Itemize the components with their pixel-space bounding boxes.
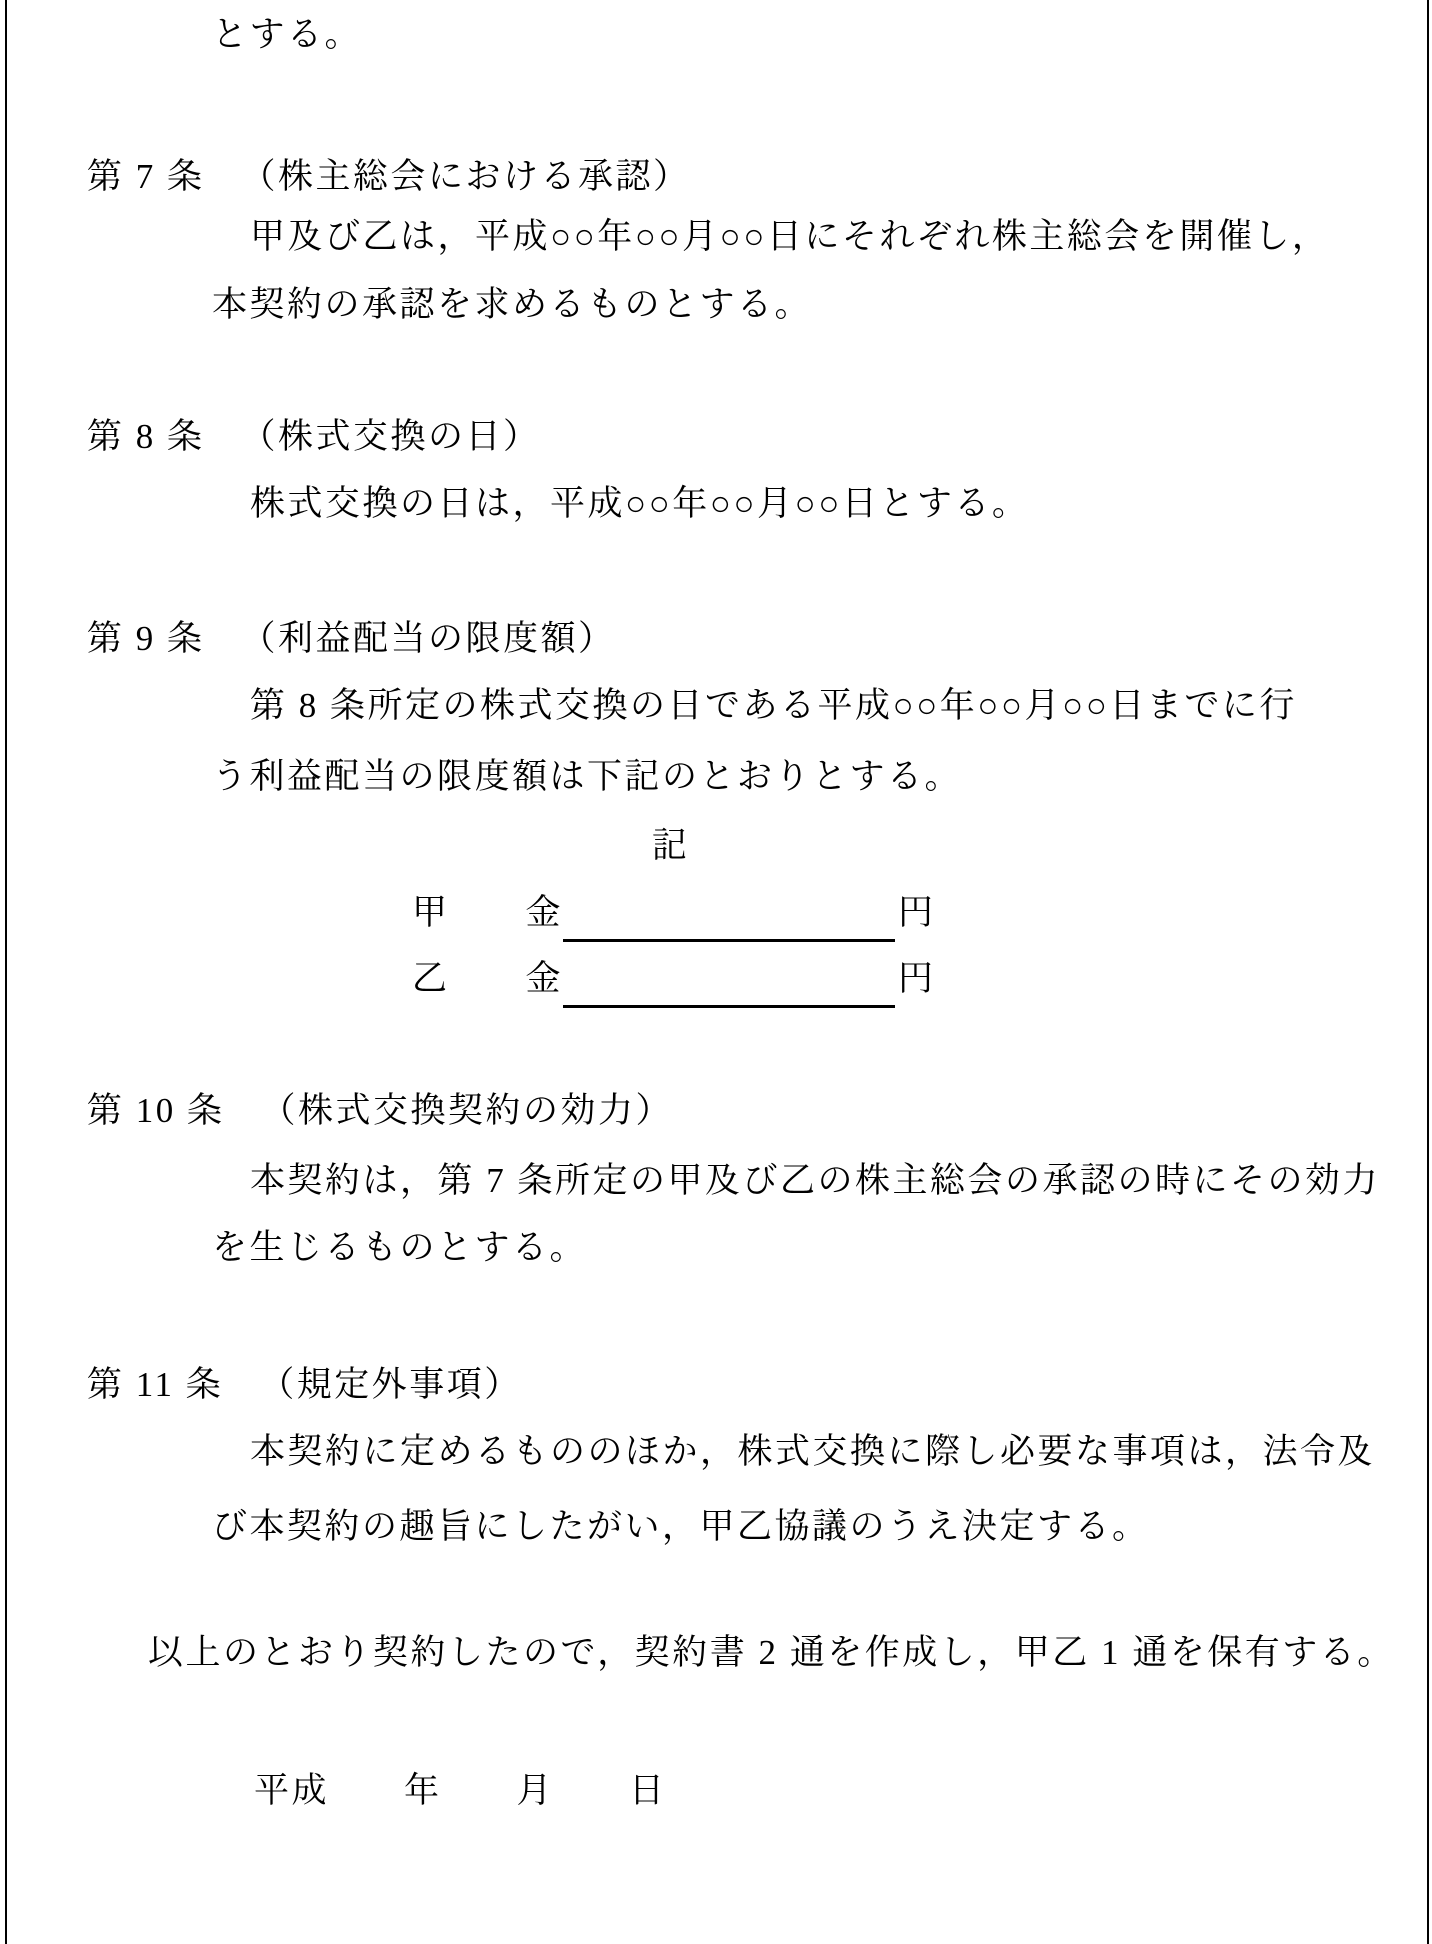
amount-blank-underline [563, 892, 895, 942]
amount-row-kou [412, 892, 936, 942]
article-9-number: 第 9 条 [87, 619, 205, 658]
article-7-body-line-2: 本契約の承認を求めるものとする。 [212, 285, 813, 324]
article-7-title: （株主総会における承認） [240, 157, 691, 196]
article-9-heading [87, 618, 616, 660]
amount-kin-label: 金 [525, 959, 564, 998]
article-7-body-line-1: 甲及び乙は，平成○○年○○月○○日にそれぞれ株主総会を開催し， [250, 217, 1330, 256]
article-10-body-line-1: 本契約は，第 7 条所定の甲及び乙の株主総会の承認の時にその効力 [250, 1161, 1381, 1200]
article-8-heading [87, 416, 541, 458]
amount-yen-label: 円 [898, 959, 936, 998]
amount-party-otsu: 乙 [412, 959, 450, 998]
article-9-title: （利益配当の限度額） [240, 619, 616, 658]
amount-yen-label: 円 [898, 893, 936, 932]
article-10-heading [87, 1090, 673, 1132]
amount-blank-underline [563, 958, 895, 1008]
closing-sentence: 以上のとおり契約したので，契約書 2 通を作成し，甲乙 1 通を保有する。 [148, 1633, 1395, 1672]
article-11-body-line-1: 本契約に定めるもののほか，株式交換に際し必要な事項は，法令及 [250, 1432, 1376, 1471]
amount-row-otsu [412, 958, 936, 1008]
article-11-number: 第 11 条 [87, 1365, 224, 1404]
amount-party-kou: 甲 [412, 893, 450, 932]
article-8-title: （株式交換の日） [240, 417, 541, 456]
carryover-line: とする。 [212, 15, 363, 54]
amount-kin-label: 金 [525, 893, 564, 932]
article-10-title: （株式交換契約の効力） [260, 1091, 674, 1130]
article-10-number: 第 10 条 [87, 1091, 225, 1130]
article-7-heading [87, 156, 691, 198]
article-9-body-line-2: う利益配当の限度額は下記のとおりとする。 [212, 757, 963, 796]
article-9-body-line-1: 第 8 条所定の株式交換の日である平成○○年○○月○○日までに行 [250, 686, 1297, 725]
article-8-body-line-1: 株式交換の日は，平成○○年○○月○○日とする。 [250, 484, 1030, 523]
article-11-heading [87, 1364, 522, 1406]
article-10-body-line-2: を生じるものとする。 [212, 1228, 588, 1267]
note-marker: 記 [652, 826, 690, 865]
article-11-body-line-2: び本契約の趣旨にしたがい，甲乙協議のうえ決定する。 [212, 1507, 1150, 1546]
date-line: 平成 年 月 日 [254, 1771, 667, 1810]
article-8-number: 第 8 条 [87, 417, 205, 456]
article-11-title: （規定外事項） [259, 1365, 522, 1404]
article-7-number: 第 7 条 [87, 157, 205, 196]
